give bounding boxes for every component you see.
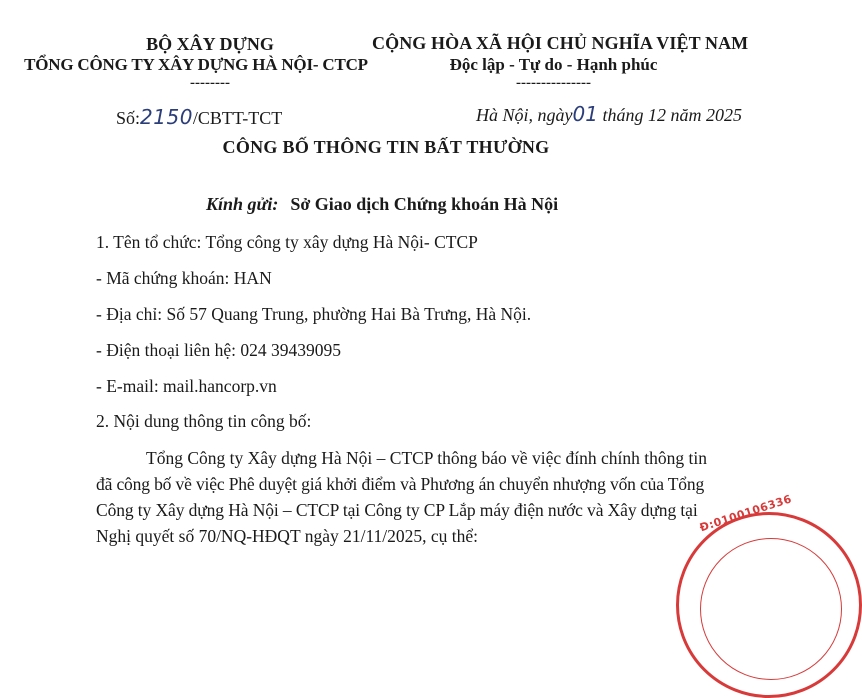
paragraph-line: đã công bố về việc Phê duyệt giá khởi điểm và Phương án chuyển nhượng vốn của Tổng (96, 474, 705, 494)
date-day-handwritten: 01 (572, 102, 598, 126)
recipient-label: Kính gửi: (206, 194, 279, 214)
date-prefix: Hà Nội, ngày (476, 105, 573, 125)
national-title: CỘNG HÒA XÃ HỘI CHỦ NGHĨA VIỆT NAM (372, 33, 749, 53)
document-title: CÔNG BỐ THÔNG TIN BẤT THƯỜNG (222, 137, 550, 157)
company-seal-text: Đ:0100106336 (698, 492, 794, 535)
phone-line: - Điện thoại liên hệ: 024 39439095 (96, 340, 341, 360)
paragraph-line: Công ty Xây dựng Hà Nội – CTCP tại Công ty CP Lắp máy điện nước và Xây dựng tại (96, 500, 698, 520)
document-number-suffix: /CBTT-TCT (192, 108, 283, 128)
national-motto: Độc lập - Tự do - Hạnh phúc (449, 55, 658, 74)
document-number-prefix: Số: (116, 108, 141, 128)
header-divider-right: --------------- (516, 75, 591, 91)
recipient-name: Sở Giao dịch Chứng khoán Hà Nội (290, 194, 559, 214)
stock-code-line: - Mã chứng khoán: HAN (96, 268, 272, 288)
email-line: - E-mail: mail.hancorp.vn (96, 376, 277, 396)
header-divider-left: -------- (190, 75, 230, 91)
paragraph-line: Tổng Công ty Xây dựng Hà Nội – CTCP thông báo về việc đính chính thông tin (146, 448, 708, 468)
company-name: TỔNG CÔNG TY XÂY DỰNG HÀ NỘI- CTCP (24, 55, 368, 74)
org-name-line: 1. Tên tổ chức: Tổng công ty xây dựng Hà Nội- CTCP (96, 232, 478, 252)
document-number-handwritten: 2150 (140, 105, 193, 129)
paragraph-line: Nghị quyết số 70/NQ-HĐQT ngày 21/11/2025, cụ thể: (96, 526, 479, 546)
recipient (206, 194, 558, 215)
company-seal-inner-ring (700, 538, 842, 680)
ministry-name: BỘ XÂY DỰNG (146, 34, 274, 54)
address-line: - Địa chỉ: Số 57 Quang Trung, phường Hai Bà Trưng, Hà Nội. (96, 304, 532, 324)
content-heading: 2. Nội dung thông tin công bố: (96, 411, 312, 431)
document-number (116, 105, 282, 129)
date-suffix: tháng 12 năm 2025 (602, 105, 742, 125)
place-date (476, 102, 742, 126)
